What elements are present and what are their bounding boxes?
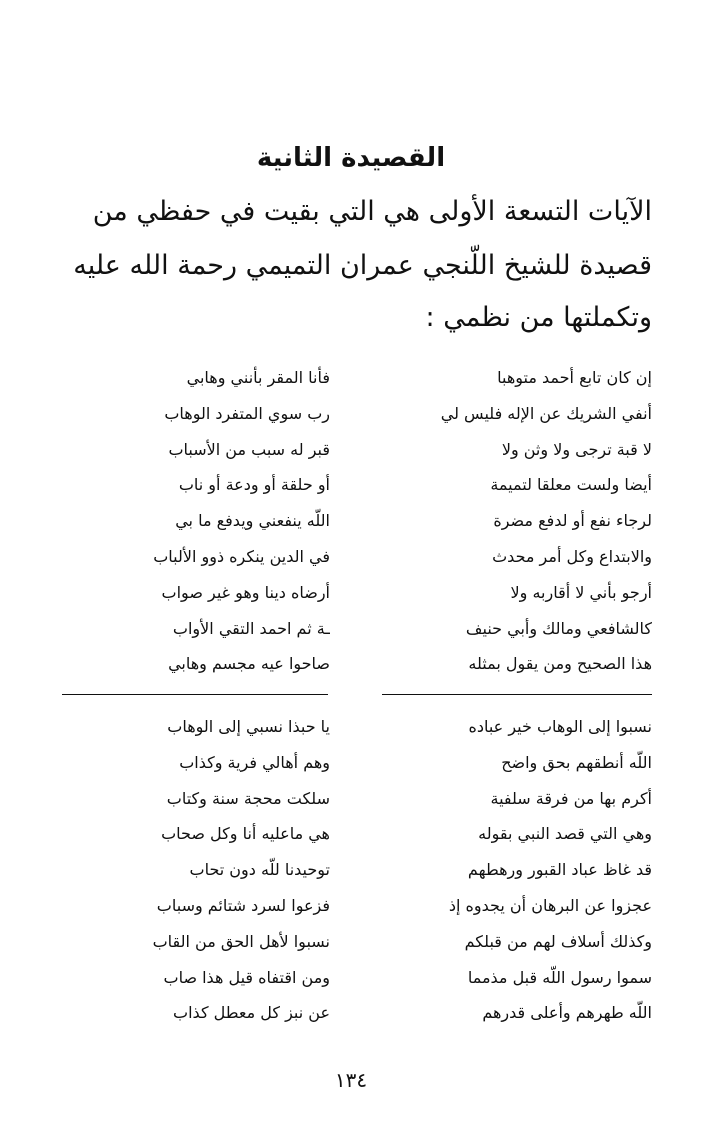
verse-line: توحيدنا للّه دون تحاب — [189, 860, 330, 880]
verse-line: قبر له سبب من الأسباب — [168, 439, 330, 459]
verse-line: قد غاظ عباد القبور ورهطهم — [467, 860, 652, 880]
verse-first-hemistich-column — [372, 709, 652, 1031]
verse-line: اللّه ينفعني ويدفع ما بي — [175, 511, 330, 531]
verse-line: لا قبة ترجى ولا وثن ولا — [501, 439, 652, 459]
verse-line: أنفي الشريك عن الإله فليس لي — [440, 403, 652, 423]
verse-line: وهي التي قصد النبي بقوله — [478, 824, 652, 844]
verse-first-hemistich-column — [372, 360, 652, 682]
verse-line: اللّه أنطقهم بحق واضح — [501, 752, 652, 772]
verse-line: ومن اقتفاه قيل هذا صاب — [163, 967, 330, 987]
verse-line: نسبوا إلى الوهاب خير عباده — [468, 717, 652, 736]
verse-line: أيضا ولست معلقا لتميمة — [490, 475, 652, 495]
page-number: ١٣٤ — [334, 1068, 368, 1092]
verse-line: أرجو بأني لا أقاربه ولا — [510, 582, 652, 602]
verse-line: فزعوا لسرد شتائم وسباب — [156, 895, 330, 915]
poem-title: القصيدة الثانية — [256, 143, 446, 173]
verse-line: نسبوا لأهل الحق من القاب — [152, 931, 330, 951]
verse-line: فأنا المقر بأنني وهابي — [186, 368, 330, 387]
verse-line: سلكت محجة سنة وكتاب — [166, 788, 330, 808]
intro-line: قصيدة للشيخ اللّنجي عمران التميمي رحمة الله عليه — [73, 250, 652, 281]
verse-second-hemistich-column — [50, 360, 330, 682]
verse-line: سموا رسول اللّه قبل مذمما — [467, 967, 652, 987]
verse-line: وهم أهالي فرية وكذاب — [179, 752, 330, 772]
verse-line: عجزوا عن البرهان أن يجدوه إذ — [448, 895, 652, 915]
verse-line: والابتداع وكل أمر محدث — [492, 546, 652, 566]
verse-line: هذا الصحيح ومن يقول بمثله — [468, 654, 652, 674]
verse-line: عن نبز كل معطل كذاب — [173, 1003, 330, 1023]
verse-line: في الدين ينكره ذوو الألباب — [153, 546, 330, 566]
verse-line: ـة ثم احمد التقي الأواب — [172, 618, 330, 638]
verse-line: اللّه طهرهم وأعلى قدرهم — [482, 1003, 652, 1023]
section-divider — [382, 694, 652, 695]
verse-second-hemistich-column — [50, 709, 330, 1031]
verse-line: رب سوي المتفرد الوهاب — [164, 403, 330, 423]
verse-line: يا حبذا نسبي إلى الوهاب — [167, 717, 330, 736]
verse-line: أرضاه دينا وهو غير صواب — [161, 582, 330, 602]
verse-line: هي ماعليه أنا وكل صحاب — [161, 824, 330, 844]
verse-line: لرجاء نفع أو لدفع مضرة — [493, 511, 652, 531]
verse-line: أو حلقة أو ودعة أو ناب — [178, 475, 330, 495]
intro-line: الآيات التسعة الأولى هي التي بقيت في حفظي من — [92, 196, 652, 227]
intro-line: وتكملتها من نظمي : — [425, 302, 652, 333]
verse-line: وكذلك أسلاف لهم من قبلكم — [464, 931, 652, 951]
verse-line: إن كان تابع أحمد متوهبا — [497, 368, 652, 387]
verse-line: صاحوا عيه مجسم وهابي — [168, 654, 330, 674]
verse-line: أكرم بها من فرقة سلفية — [490, 788, 652, 808]
verse-line: كالشافعي ومالك وأبي حنيف — [465, 618, 652, 638]
section-divider — [62, 694, 328, 695]
